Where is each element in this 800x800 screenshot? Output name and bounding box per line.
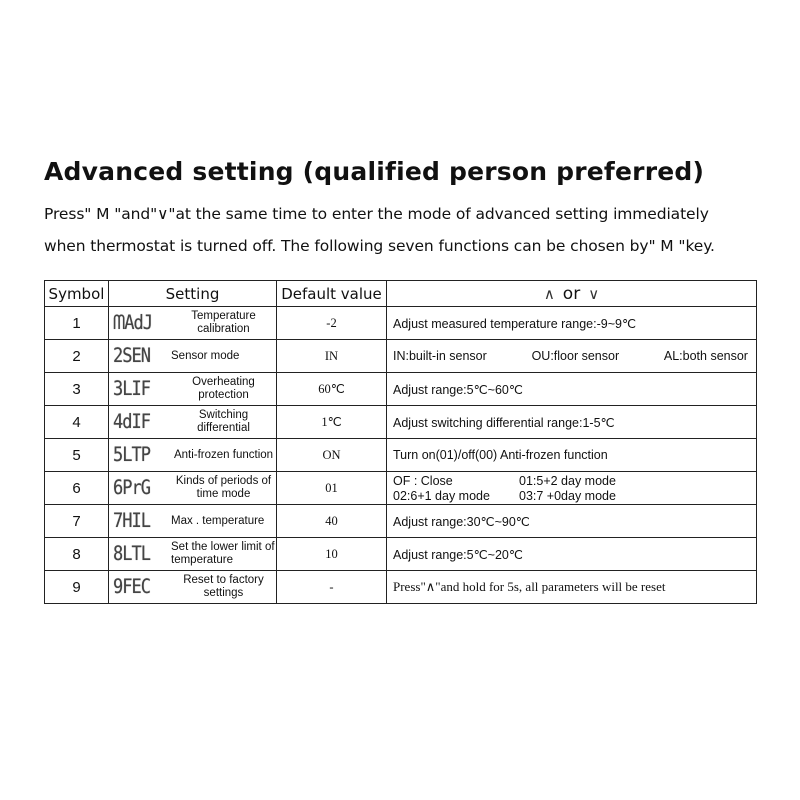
default-value: 01 [277,472,387,505]
table-row [45,439,757,472]
up-arrow-icon: ∧ [543,284,555,303]
adjust-description: Adjust range:30℃~90℃ [387,505,757,538]
row-number: 4 [45,406,109,439]
adjust-option: IN:built-in sensor [393,349,487,363]
adjust-description: Adjust measured temperature range:-9~9℃ [387,307,757,340]
page-title: Advanced setting (qualified person preferred) [44,157,705,186]
lcd-code-icon: 2SEN [113,344,150,368]
table-row [45,307,757,340]
setting-name: Sensor mode [171,349,240,362]
table-row [45,571,757,604]
default-value: 1℃ [277,406,387,439]
row-number: 6 [45,472,109,505]
table-row [45,373,757,406]
lcd-code-icon: 4dIF [113,410,150,434]
lcd-code-icon: 3LIF [113,377,150,401]
default-value: 40 [277,505,387,538]
settings-table [44,280,757,604]
adjust-description: Press"∧"and hold for 5s, all parameters will be reset [387,571,757,604]
setting-name: Switching differential [197,409,250,434]
setting-name: Reset to factory settings [183,574,264,599]
default-value: ON [277,439,387,472]
default-value: 10 [277,538,387,571]
adjust-option: AL:both sensor [663,349,748,363]
header-default: Default value [277,281,387,307]
table-row [45,505,757,538]
lcd-code-icon: 8LTL [113,542,150,566]
header-or: or [562,283,581,304]
default-value: -2 [277,307,387,340]
header-symbol: Symbol [45,281,109,307]
default-value: 60℃ [277,373,387,406]
lcd-code-icon: 7HIL [113,509,150,533]
setting-name: Anti-frozen function [173,448,274,461]
adjust-description: Adjust range:5℃~60℃ [387,373,757,406]
row-number: 1 [45,307,109,340]
adjust-description: Adjust switching differential range:1-5℃ [387,406,757,439]
intro-line-1: Press" M "and"∨"at the same time to enter the mode of advanced setting immediately [44,205,709,223]
table-row [45,538,757,571]
setting-name: Overheating protection [192,376,255,401]
intro-line-2: when thermostat is turned off. The following seven functions can be chosen by" M "key. [44,237,715,255]
row-number: 7 [45,505,109,538]
lcd-code-icon: 6PrG [113,476,150,500]
adjust-description: Turn on(01)/off(00) Anti-frozen function [387,439,757,472]
header-adjust [387,281,757,307]
row-number: 8 [45,538,109,571]
header-setting: Setting [109,281,277,307]
setting-name: Set the lower limit of temperature [171,541,275,566]
row-number: 5 [45,439,109,472]
adjust-option: OU:floor sensor [531,349,620,363]
table-row [45,406,757,439]
table-row [45,340,757,373]
adjust-option: 03:7 +0day mode [519,488,616,503]
table-row [45,472,757,505]
row-number: 9 [45,571,109,604]
setting-name: Temperature calibration [191,310,256,335]
adjust-option: 01:5+2 day mode [519,473,616,488]
lcd-code-icon: 5LTP [113,443,150,467]
adjust-description: Adjust range:5℃~20℃ [387,538,757,571]
setting-name: Max . temperature [171,514,265,527]
lcd-code-icon: 9FEC [113,575,150,599]
lcd-code-icon: ᗰAdJ [113,311,152,335]
setting-name: Kinds of periods of time mode [175,475,272,500]
down-arrow-icon: ∨ [588,284,600,303]
default-value: - [277,571,387,604]
table-header-row [45,281,757,307]
adjust-option: OF : Close [393,473,453,488]
default-value: IN [277,340,387,373]
row-number: 2 [45,340,109,373]
adjust-option: 02:6+1 day mode [393,488,490,503]
row-number: 3 [45,373,109,406]
